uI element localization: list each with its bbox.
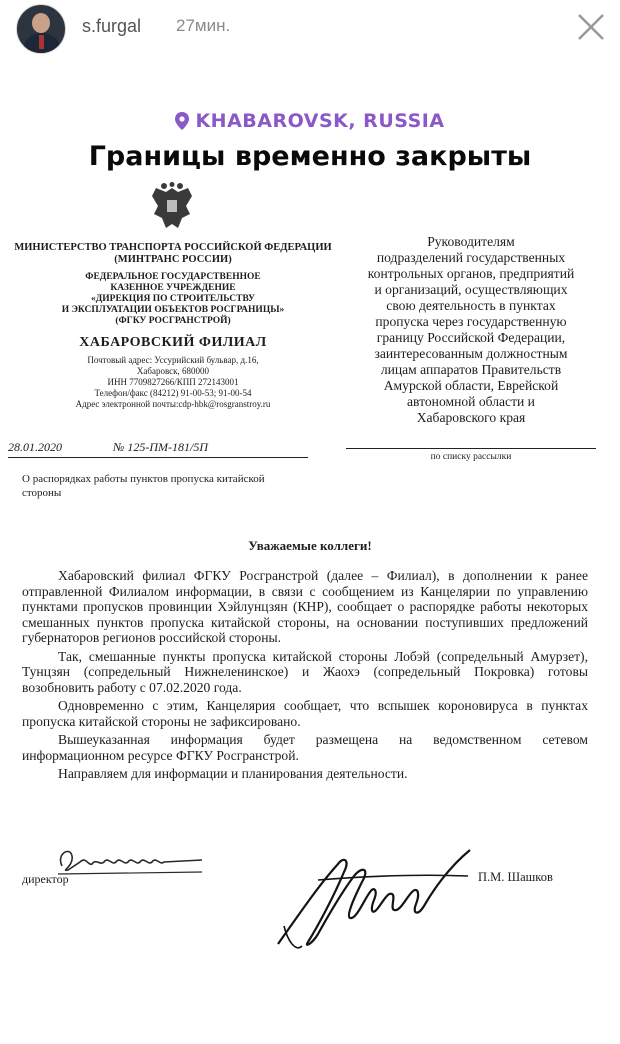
addressee-divider [346,448,596,449]
location-sticker[interactable] [0,110,620,132]
letter-number: 125-ПМ-181/5П [127,440,208,454]
paragraph: Вышеуказанная информация будет размещена на ведомственном сетевом информационном ресурсе ФГКУ Росгранстрой. [22,732,588,763]
post-time: 27мин. [176,16,231,35]
letter-subject: О распорядках работы пунктов пропуска китайской стороны [22,473,265,499]
paragraph: Так, смешанные пункты пропуска китайской стороны Лобэй (сопредельный Амурзет), Тунцзян (сопредельный Нижнеленинское) и Жаохэ (сопредельный Покровка) готовы возобновить работу с 07.02.2020 года. [22,648,588,695]
scanned-letter [0,182,620,982]
registration-line [8,440,308,458]
story-header [0,0,620,60]
addressee-block: Руководителям подразделений государственных контрольных органов, предприятий и организаций, осуществляющих свою деятельность в пунктах пропуска через государственную границу Российской Федерации, заинтересованным должностным лицам аппаратов Правительств Амурской области, Еврейской автономной области и Хабаровского края [367,234,575,425]
close-button[interactable] [574,10,608,44]
mailing-list-note: по списку рассылки [430,452,512,462]
coat-of-arms-icon [148,182,196,232]
handwritten-director-mark [52,840,212,880]
letter-date: 28.01.2020 [8,440,62,454]
signature [258,846,494,956]
avatar[interactable] [16,4,66,54]
sender-block [8,242,338,410]
paragraph: Одновременно с этим, Канцелярия сообщает, что вспышек короновируса в пунктах пропуска китайской стороны не зафиксировано. [22,698,588,729]
paragraph: Хабаровский филиал ФГКУ Росгранстрой (далее – Филиал), в дополнении к ранее отправленной Филиалом информации, в связи с сообщением из Канцелярии по управлению пунктами пропусков провинции Хэйлунцзян (КНР), сообщает о распорядке работы некоторых смешанных пунктов пропуска китайской стороны, на основании поступивших предложений губернаторов регионов российской стороны. [22,568,588,645]
story-overlay-title: Границы временно закрыты [88,141,532,172]
number-label: № [113,440,125,454]
letter-body [22,568,588,785]
username[interactable]: s.furgal [82,16,142,36]
ministry-name: МИНИСТЕРСТВО ТРАНСПОРТА РОССИЙСКОЙ ФЕДЕРАЦИИ (МИНТРАНС РОССИИ) [14,242,332,265]
location-pin-icon [175,112,189,130]
salutation: Уважаемые коллеги! [248,538,372,553]
paragraph: Направляем для информации и планирования деятельности. [58,766,408,781]
director-label: директор [22,872,69,886]
org-name: ФЕДЕРАЛЬНОЕ ГОСУДАРСТВЕННОЕ КАЗЕННОЕ УЧРЕЖДЕНИЕ «ДИРЕКЦИЯ ПО СТРОИТЕЛЬСТВУ И ЭКСПЛУАТАЦИИ ОБЪЕКТОВ РОСГРАНИЦЫ» (ФГКУ РОСГРАНСТРОЙ) [61,272,285,326]
signer-name: П.М. Шашков [478,870,553,884]
close-icon [574,10,608,44]
branch-name: ХАБАРОВСКИЙ ФИЛИАЛ [79,335,267,350]
sender-address: Почтовый адрес: Уссурийский бульвар, д.16, Хабаровск, 680000 ИНН 7709827266/КПП 272143001 Телефон/факс (84212) 91-00-53; 91-00-54 Адрес электронной почты:cdp-hbk@rosgranstroy.ru [75,355,271,409]
story-footer [0,986,620,1044]
location-text: KHABAROVSK, RUSSIA [195,110,445,132]
